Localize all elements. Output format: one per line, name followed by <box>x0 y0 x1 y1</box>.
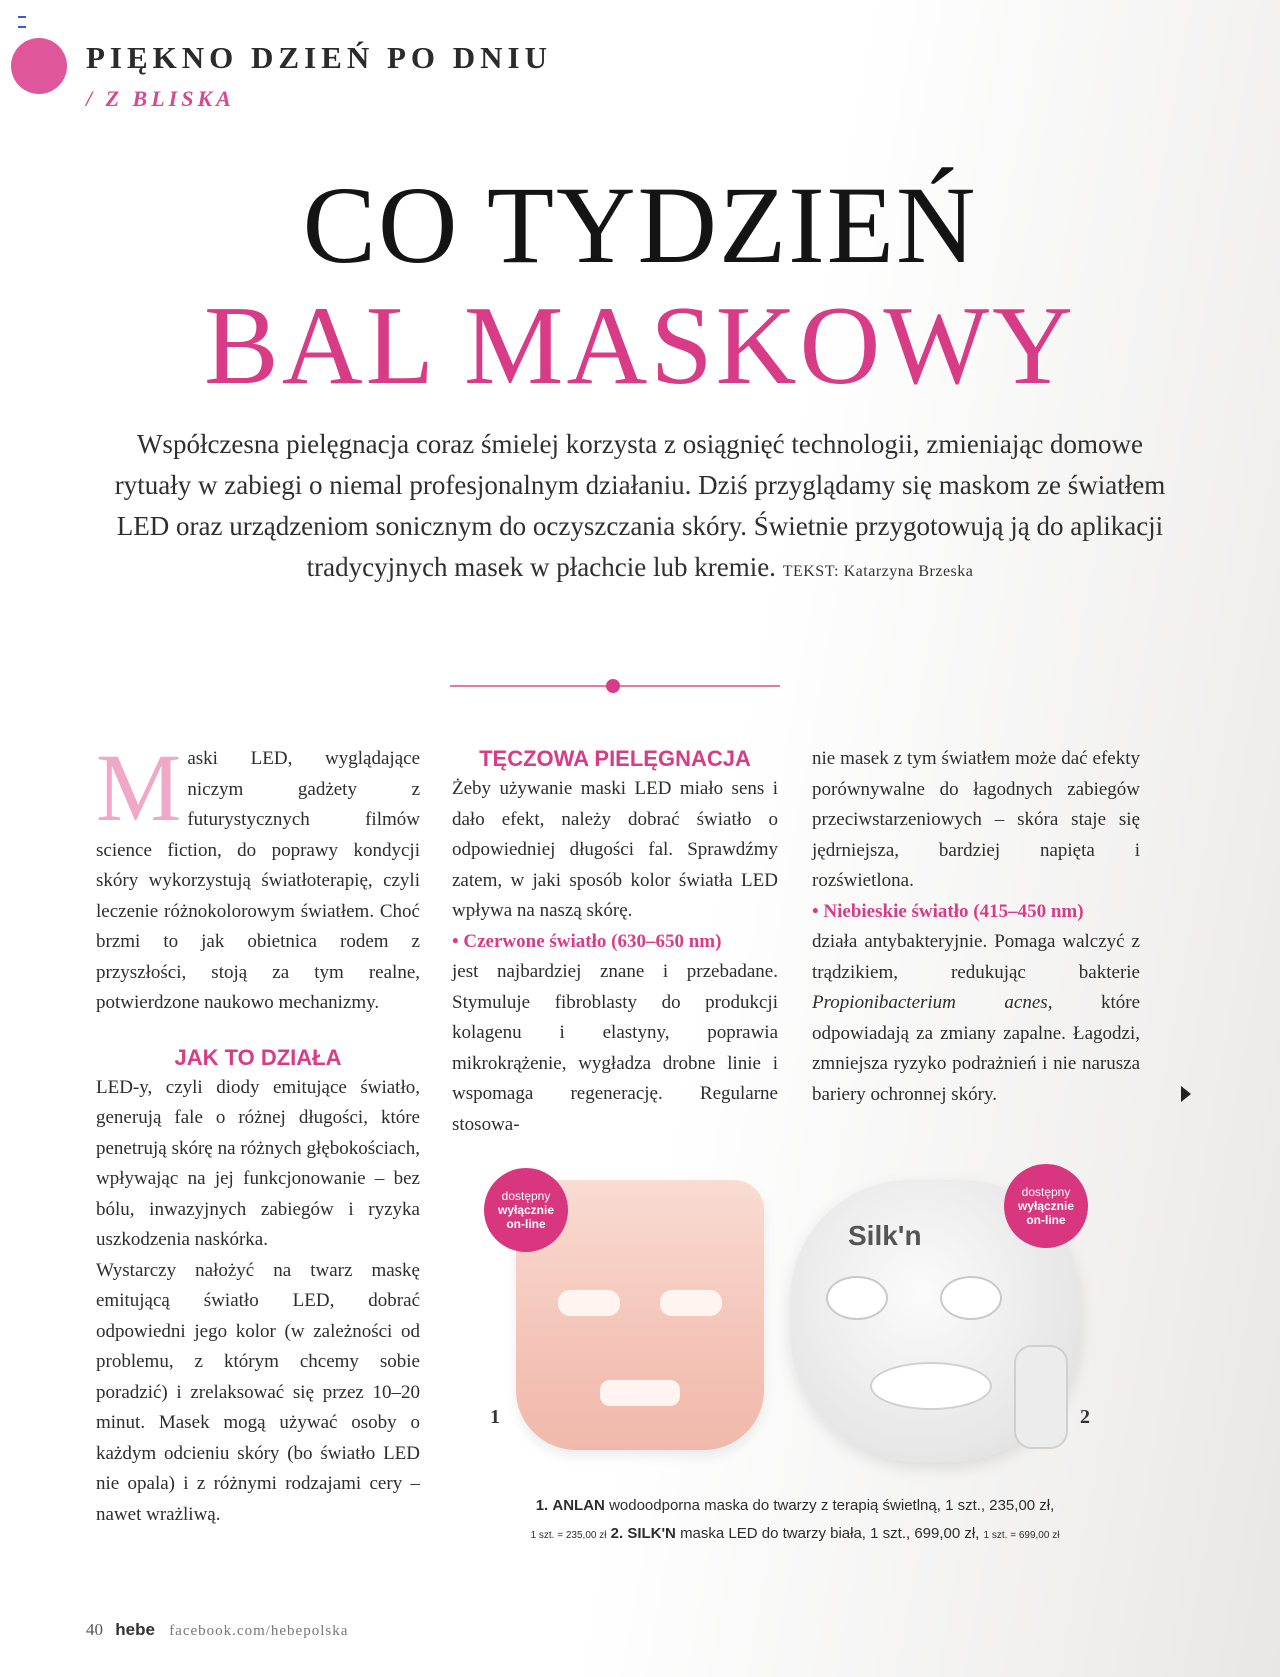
heading-jak-to-dziala: JAK TO DZIAŁA <box>174 1044 342 1070</box>
footer-brand: hebe <box>115 1620 155 1639</box>
caption1-unit-price: 1 szt. = 235,00 zł <box>530 1530 607 1541</box>
bullet-red-light: • Czerwone światło (630–650 nm) <box>452 930 722 952</box>
paragraph-led: LED-y, czyli diody emitujące światło, generują fale o różnej długości, które penetrują skórę na różnych głębokościach, wpływając na jej funkcjonowanie – bez bólu, inwazyjnych zabiegów i ryzyka uszkodzenia naskórka. <box>96 1076 420 1250</box>
paragraph-blue <box>812 927 1140 1110</box>
badge2-line1: dostępny <box>1021 1185 1071 1199</box>
paragraph-wystarczy: Wystarczy nałożyć na twarz maskę emitującą światło LED, dobrać odpowiedni jego kolor (w zależności od problemu, z którym chcemy sobie poradzić) i zrelaksować się przez 10–20 minut. Masek mogą używać osoby o każdym odcieniu skóry (bo światło LED nie opala) i z różnymi rodzajami cery – nawet wrażliwą. <box>96 1259 420 1525</box>
blue-text-b: , które odpowiadają za zmiany zapalne. Łagodzi, zmniejsza ryzyko podrażnień i nie narusza bariery ochronnej skóry. <box>812 992 1140 1105</box>
mask2-right-eye <box>940 1276 1002 1320</box>
product-caption <box>430 1492 1160 1550</box>
lede-text: Współczesna pielęgnacja coraz śmielej korzysta z osiągnięć technologii, zmieniając domowe rytuały w zabiegi o niemal profesjonalnym działaniu. Dziś przyglądamy się maskom ze światłem LED oraz urządzeniom sonicznym do oczyszczania skóry. Świetnie przygotowują ją do aplikacji tradycyjnych masek w płachcie lub kremie. <box>114 429 1166 582</box>
next-page-arrow-icon[interactable] <box>1181 1086 1191 1102</box>
bullet-blue-light: • Niebieskie światło (415–450 nm) <box>812 900 1084 922</box>
column-1 <box>96 734 420 1530</box>
intro-text: aski LED, wyglądające niczym gadżety z futurystycznych filmów science fiction, do poprawy kondycji skóry wykorzystują światłoterapię, czyli leczenie różnokolorowym światłem. Choć brzmi to jak obietnica rodem z przyszłości, stoją za tym realne, potwierdzone naukowo mechanizmy. <box>96 748 420 1013</box>
mask2-left-eye <box>826 1276 888 1320</box>
intro-paragraph <box>96 734 420 1019</box>
badge1-line3: on-line <box>506 1217 546 1231</box>
section-dot <box>11 38 67 94</box>
lede <box>100 424 1180 592</box>
page-footer <box>86 1620 348 1640</box>
paragraph-zeby: Żeby używanie maski LED miało sens i dało efekt, należy dobrać światło o odpowiedniej długości fal. Sprawdźmy zatem, w jaki sposób kolor światła LED wpływa na naszą skórę. <box>452 778 778 921</box>
badge1-line1: dostępny <box>501 1189 551 1203</box>
caption-line-1 <box>430 1492 1160 1520</box>
caption2-brand: SILK'N <box>627 1525 676 1542</box>
badge2-line2: wyłącznie <box>1017 1199 1075 1213</box>
caption1-brand: ANLAN <box>552 1497 605 1514</box>
dropcap: M <box>96 734 182 841</box>
headline-line2: BAL MASKOWY <box>204 284 1076 408</box>
caption2-unit-price: 1 szt. = 699,00 zł <box>983 1530 1060 1541</box>
mask1-mouth <box>600 1380 680 1406</box>
caption1-number: 1. <box>535 1497 549 1514</box>
badge1-line2: wyłącznie <box>497 1203 555 1217</box>
paragraph-red: jest najbardziej znane i przebadane. Stymuluje fibroblasty do produkcji kolagenu i elastyny, poprawia mikrokrążenie, wygładza drobne linie i wspomaga regenerację. Regularne stosowa- <box>452 961 778 1135</box>
mask1-right-eye <box>660 1290 722 1316</box>
heading-teczowa: TĘCZOWA PIELĘGNACJA <box>479 746 751 771</box>
menu-icon <box>18 16 26 28</box>
headline-line1: CO TYDZIEŃ <box>302 164 978 286</box>
section-subtitle: / Z BLISKA <box>86 86 235 111</box>
section-title: PIĘKNO DZIEŃ PO DNIU <box>86 40 553 75</box>
author-credit: TEKST: Katarzyna Brzeska <box>782 563 974 580</box>
product-number-2: 2 <box>1080 1406 1090 1428</box>
badge2-line3: on-line <box>1026 1213 1066 1227</box>
page-number: 40 <box>86 1620 103 1639</box>
online-badge-2 <box>1004 1164 1088 1248</box>
paragraph-continued: nie masek z tym światłem może dać efekty porównywalne do łagodnych zabiegów przeciwstarzeniowych – skóra staje się jędrniejsza, bardziej napięta i rozświetlona. <box>812 748 1140 891</box>
mask1-left-eye <box>558 1290 620 1316</box>
bacteria-name: Propionibacterium acnes <box>812 992 1048 1013</box>
remote-control <box>1014 1345 1068 1449</box>
divider-dot <box>606 679 620 693</box>
column-2 <box>452 744 778 1140</box>
footer-url[interactable]: facebook.com/hebepolska <box>169 1623 349 1639</box>
product-number-1: 1 <box>490 1406 500 1428</box>
online-badge-1 <box>484 1168 568 1252</box>
caption1-text: wodoodporna maska do twarzy z terapią świetlną, 1 szt., 235,00 zł, <box>609 1497 1055 1514</box>
caption-line-2 <box>430 1520 1160 1550</box>
blue-text-a: działa antybakteryjnie. Pomaga walczyć z trądzikiem, redukując bakterie <box>812 931 1140 983</box>
caption2-text: maska LED do twarzy biała, 1 szt., 699,00 zł, <box>680 1525 980 1542</box>
silkn-logo: Silk'n <box>848 1220 922 1251</box>
mask2-mouth <box>870 1362 992 1410</box>
caption2-number: 2. <box>610 1525 624 1542</box>
column-3 <box>812 744 1140 1110</box>
